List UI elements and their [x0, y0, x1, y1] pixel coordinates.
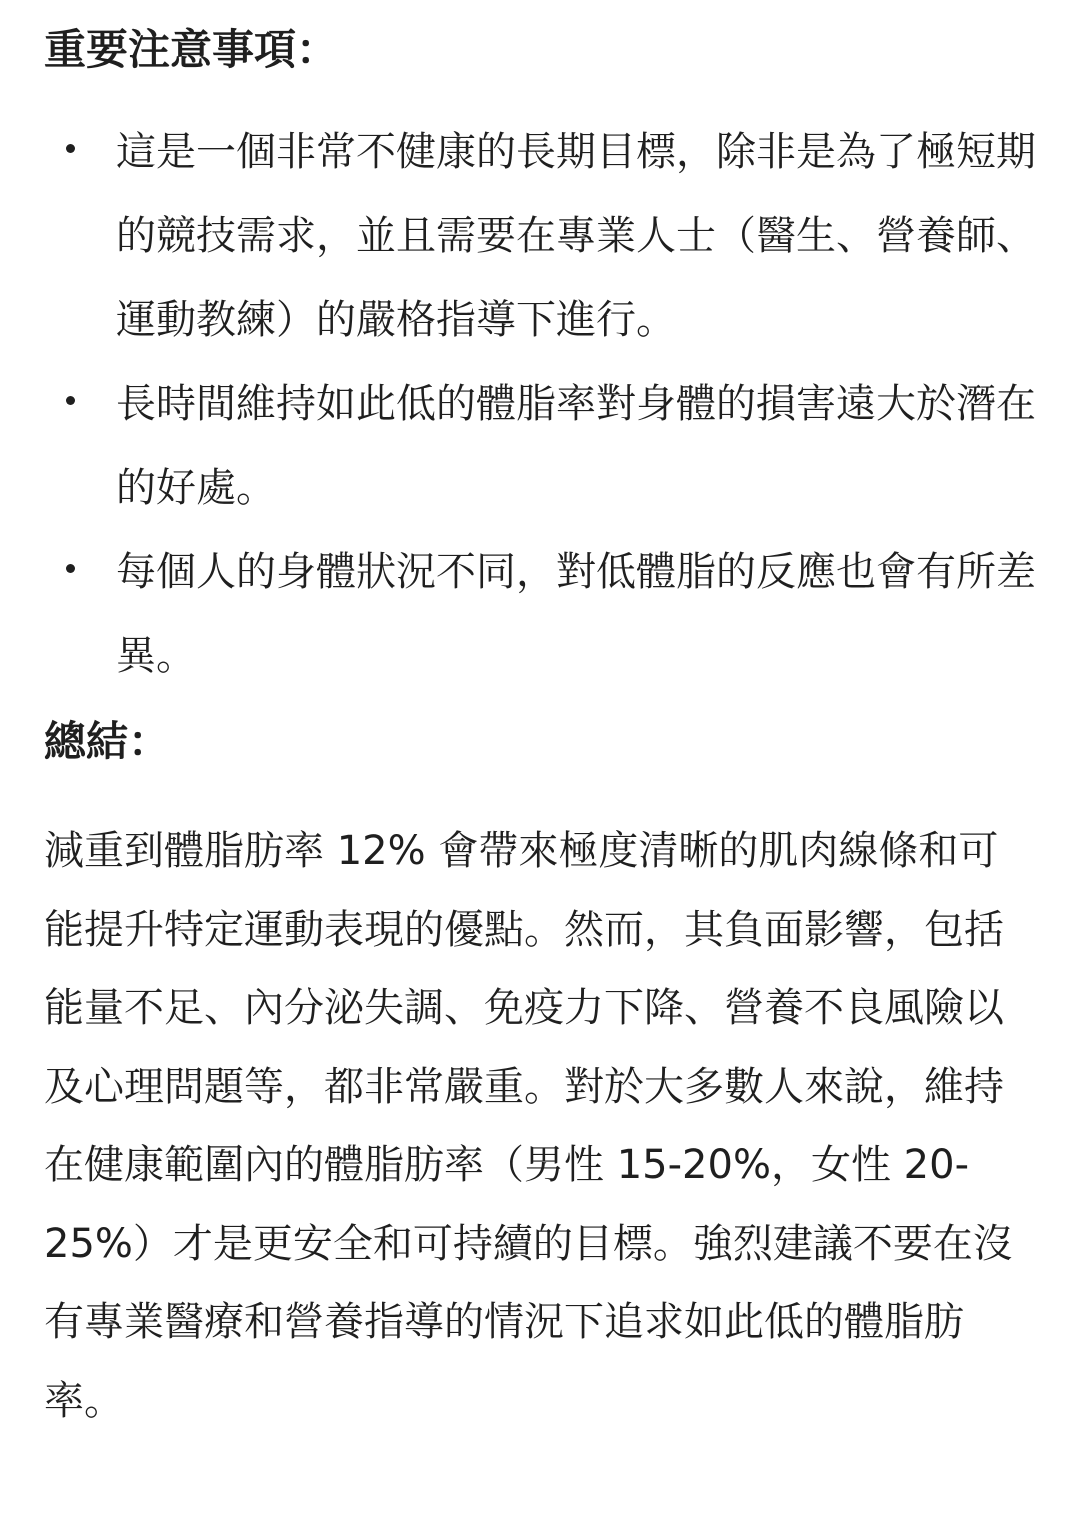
list-item-text: 這是一個非常不健康的長期目標，除非是為了極短期的競技需求，並且需要在專業人士（醫生、營養師、運動教練）的嚴格指導下進行。 — [116, 129, 1036, 343]
notes-heading: 重要注意事項： — [44, 25, 339, 74]
bullet-icon — [66, 564, 75, 573]
list-item-text: 長時間維持如此低的體脂率對身體的損害遠大於潛在的好處。 — [116, 381, 1036, 511]
list-item — [44, 110, 1044, 362]
list-item — [44, 362, 1044, 530]
list-item — [44, 530, 1044, 698]
summary-heading: 總結： — [44, 717, 171, 766]
list-item-text: 每個人的身體狀況不同，對低體脂的反應也會有所差異。 — [116, 549, 1036, 679]
bullet-icon — [66, 396, 75, 405]
notes-list — [44, 110, 1044, 698]
bullet-icon — [66, 144, 75, 153]
summary-paragraph: 減重到體脂肪率 12% 會帶來極度清晰的肌肉線條和可能提升特定運動表現的優點。然而，其負面影響，包括能量不足、內分泌失調、免疫力下降、營養不良風險以及心理問題等，都非常嚴重。對於大多數人來說，維持在健康範圍內的體脂肪率（男性 15-20%，女性 20-25%）才是更安全和可持續的目標。強烈建議不要在沒有專業醫療和營養指導的情況下追求如此低的體脂肪率。 — [44, 828, 1013, 1424]
